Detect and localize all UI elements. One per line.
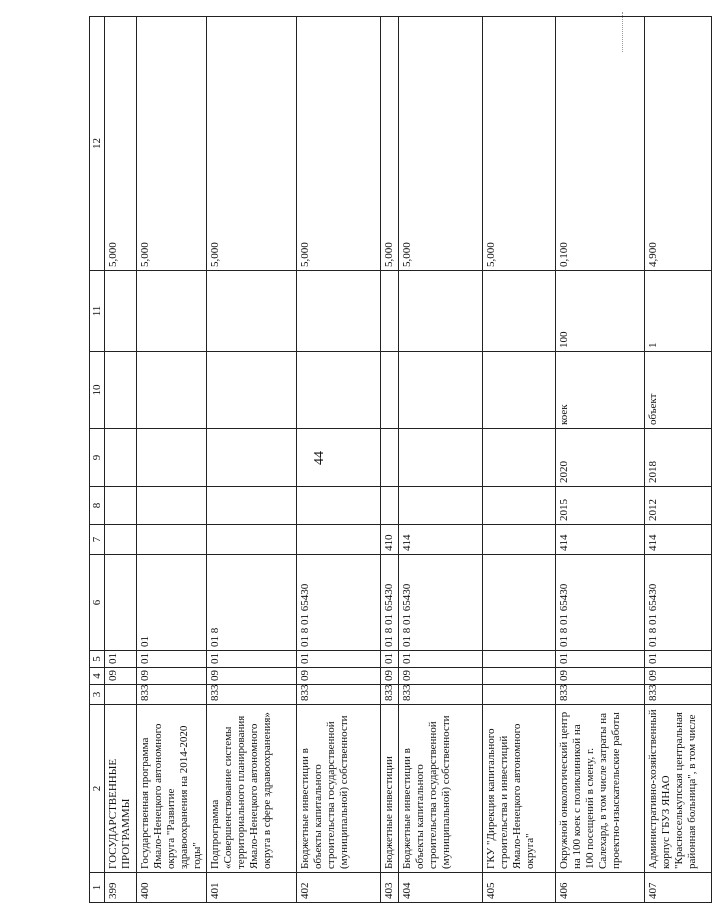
cell-c9: 2018 (645, 429, 712, 487)
cell-c4 (483, 668, 556, 685)
cell-c8 (105, 487, 137, 525)
cell-c11 (381, 271, 399, 352)
column-header: 8 (90, 487, 105, 525)
cell-c7: 414 (556, 525, 645, 555)
cell-c7 (297, 525, 381, 555)
cell-c11 (399, 271, 483, 352)
column-header: 10 (90, 352, 105, 429)
cell-c1: 400 (137, 873, 207, 903)
cell-c9: 2020 (556, 429, 645, 487)
cell-c12: 5,000 (207, 17, 297, 271)
cell-c2: Подпрограмма «Совершенствование системы территориального планирования Ямало-Ненецкого автономного округа в сфере здравоохранения» (207, 705, 297, 873)
table-row (137, 17, 207, 903)
cell-c9 (207, 429, 297, 487)
cell-c3: 833 (381, 685, 399, 705)
cell-c12: 4,900 (645, 17, 712, 271)
cell-c4: 09 (207, 668, 297, 685)
cell-c4: 09 (105, 668, 137, 685)
cell-c2: Бюджетные инвестиции в объекты капитального строительства государственной (муниципальной) собственности (297, 705, 381, 873)
cell-c6: 01 8 01 65430 (297, 555, 381, 651)
cell-c6 (483, 555, 556, 651)
cell-c11 (207, 271, 297, 352)
cell-c7: 414 (645, 525, 712, 555)
cell-c5: 01 (297, 651, 381, 668)
cell-c6: 01 8 01 65430 (381, 555, 399, 651)
cell-c6: 01 (137, 555, 207, 651)
cell-c10 (137, 352, 207, 429)
cell-c11 (105, 271, 137, 352)
table-row (645, 17, 712, 903)
cell-c1: 405 (483, 873, 556, 903)
cell-c1: 402 (297, 873, 381, 903)
cell-c10 (399, 352, 483, 429)
budget-table (89, 16, 712, 903)
cell-c11 (483, 271, 556, 352)
cell-c12: 5,000 (399, 17, 483, 271)
cell-c4: 09 (381, 668, 399, 685)
cell-c4: 09 (645, 668, 712, 685)
cell-c6: 01 8 01 65430 (399, 555, 483, 651)
cell-c9 (137, 429, 207, 487)
cell-c9 (105, 429, 137, 487)
cell-c10 (483, 352, 556, 429)
cell-c3: 833 (645, 685, 712, 705)
cell-c4: 09 (556, 668, 645, 685)
cell-c9 (483, 429, 556, 487)
table-row (399, 17, 483, 903)
cell-c10: объект (645, 352, 712, 429)
table-row (297, 17, 381, 903)
cell-c12: 5,000 (483, 17, 556, 271)
header-row (90, 17, 105, 903)
cell-c6 (105, 555, 137, 651)
cell-c7 (207, 525, 297, 555)
cell-c9 (297, 429, 381, 487)
cell-c11: 100 (556, 271, 645, 352)
table-row (483, 17, 556, 903)
cell-c2: Административно-хозяйственный корпус ГБУЗ ЯНАО "Красноселькупская центральная районная больница", в том числе (645, 705, 712, 873)
column-header: 7 (90, 525, 105, 555)
cell-c10 (105, 352, 137, 429)
cell-c8 (381, 487, 399, 525)
cell-c6: 01 8 01 65430 (645, 555, 712, 651)
cell-c8 (399, 487, 483, 525)
cell-c3 (483, 685, 556, 705)
cell-c11 (297, 271, 381, 352)
column-header: 4 (90, 668, 105, 685)
cell-c5: 01 (645, 651, 712, 668)
cell-c3: 833 (207, 685, 297, 705)
cell-c7: 410 (381, 525, 399, 555)
column-header: 3 (90, 685, 105, 705)
column-header: 5 (90, 651, 105, 668)
cell-c8 (297, 487, 381, 525)
cell-c12: 5,000 (105, 17, 137, 271)
cell-c12: 0,100 (556, 17, 645, 271)
cell-c1: 407 (645, 873, 712, 903)
table-row (556, 17, 645, 903)
cell-c9 (381, 429, 399, 487)
cell-c9 (399, 429, 483, 487)
cell-c4: 09 (137, 668, 207, 685)
cell-c2: ГОСУДАРСТВЕННЫЕ ПРОГРАММЫ (105, 705, 137, 873)
cell-c5 (483, 651, 556, 668)
cell-c2: Бюджетные инвестиции (381, 705, 399, 873)
cell-c2: Бюджетные инвестиции в объекты капитального строительства государственной (муниципальной) собственности (399, 705, 483, 873)
cell-c3: 833 (297, 685, 381, 705)
cell-c12: 5,000 (137, 17, 207, 271)
cell-c7: 414 (399, 525, 483, 555)
cell-c5: 01 (399, 651, 483, 668)
page-number: 44 (312, 451, 327, 465)
table-row (381, 17, 399, 903)
table-row (105, 17, 137, 903)
cell-c12: 5,000 (381, 17, 399, 271)
cell-c5: 01 (105, 651, 137, 668)
cell-c3: 833 (556, 685, 645, 705)
cell-c10: коек (556, 352, 645, 429)
cell-c3 (105, 685, 137, 705)
cell-c4: 09 (399, 668, 483, 685)
cell-c10 (297, 352, 381, 429)
cell-c6: 01 8 (207, 555, 297, 651)
cell-c1: 403 (381, 873, 399, 903)
cell-c10 (381, 352, 399, 429)
cell-c5: 01 (381, 651, 399, 668)
cell-c1: 399 (105, 873, 137, 903)
cell-c7 (483, 525, 556, 555)
cell-c3: 833 (137, 685, 207, 705)
cell-c1: 406 (556, 873, 645, 903)
column-header: 6 (90, 555, 105, 651)
table-row (207, 17, 297, 903)
cell-c2: ГКУ "Дирекция капитального строительства и инвестиций Ямало-Ненецкого автономного округа" (483, 705, 556, 873)
cell-c7 (137, 525, 207, 555)
cell-c5: 01 (207, 651, 297, 668)
cell-c8: 2012 (645, 487, 712, 525)
cell-c3: 833 (399, 685, 483, 705)
column-header: 9 (90, 429, 105, 487)
cell-c8 (137, 487, 207, 525)
cell-c2: Государственная программа Ямало-Ненецкого автономного округа "Развитие здравоохранения на 2014-2020 годы" (137, 705, 207, 873)
cell-c8 (483, 487, 556, 525)
column-header: 2 (90, 705, 105, 873)
cell-c7 (105, 525, 137, 555)
cell-c11 (137, 271, 207, 352)
cell-c1: 404 (399, 873, 483, 903)
cell-c6: 01 8 01 65430 (556, 555, 645, 651)
cell-c1: 401 (207, 873, 297, 903)
rotated-table-page (89, 17, 698, 903)
cell-c5: 01 (556, 651, 645, 668)
cell-c11: 1 (645, 271, 712, 352)
cell-c8 (207, 487, 297, 525)
cell-c4: 09 (297, 668, 381, 685)
cell-c5: 01 (137, 651, 207, 668)
column-header: 11 (90, 271, 105, 352)
cell-c2: Окружной онкологический центр на 100 коек с поликлиникой на 100 посещений в смену, г. Салехард, в том числе затраты на проектно-изыскательские работы (556, 705, 645, 873)
cell-c10 (207, 352, 297, 429)
cell-c12: 5,000 (297, 17, 381, 271)
column-header: 1 (90, 873, 105, 903)
column-header: 12 (90, 17, 105, 271)
cell-c8: 2015 (556, 487, 645, 525)
